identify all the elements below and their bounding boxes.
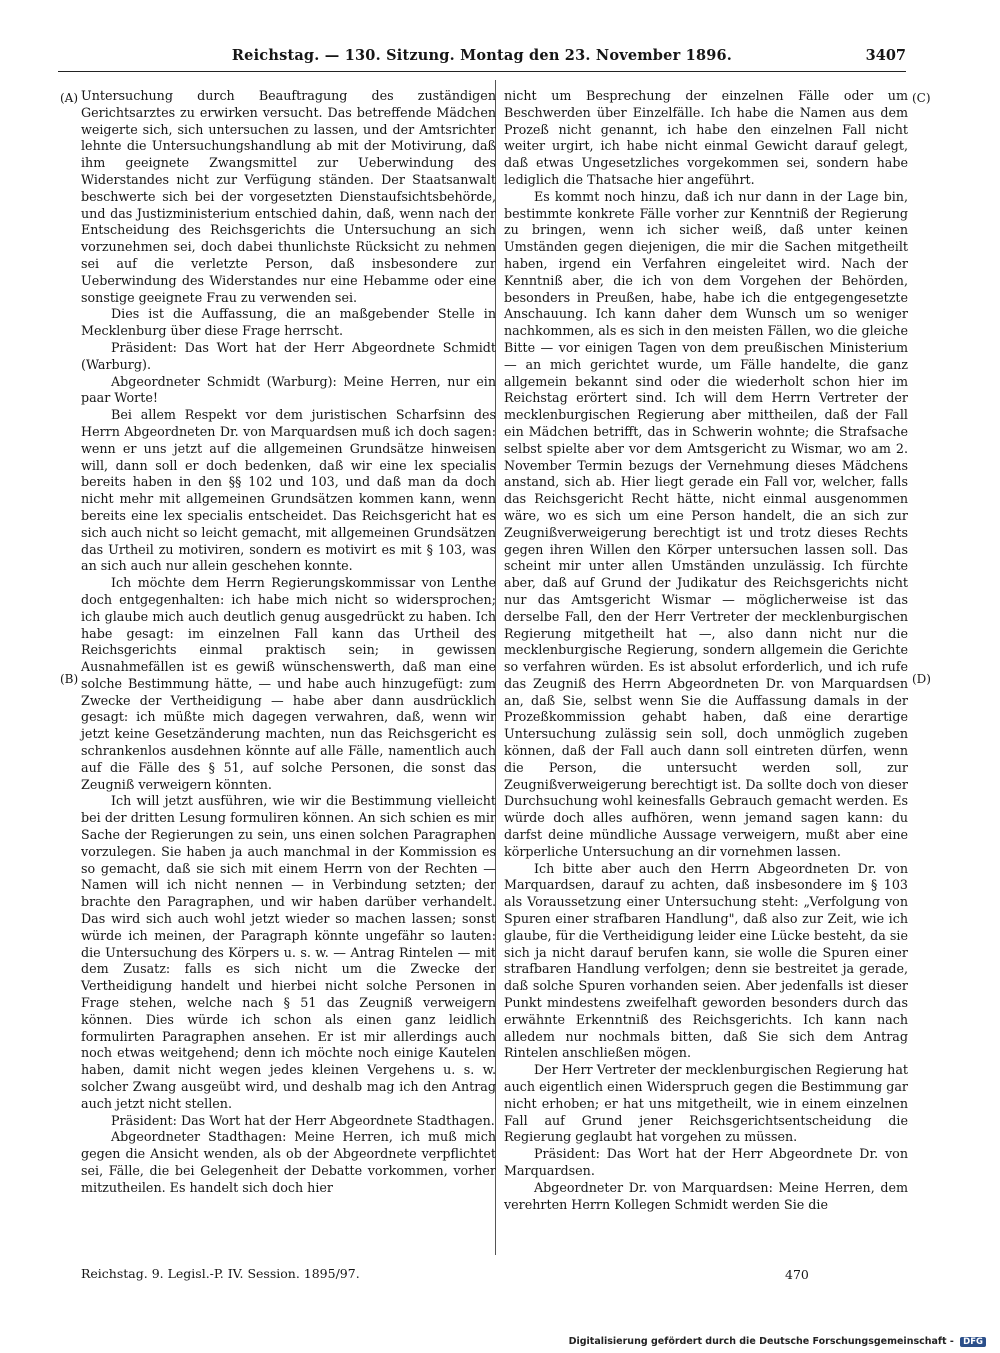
left-column: [81, 88, 496, 1197]
paragraph: Abgeordneter Stadthagen: Meine Herren, ich muß mich gegen die Ansicht wenden, als ob der Abgeordnete verpflichtet sei, Fälle, die bei Gelegenheit der Debatte vorkommen, vorher mitzutheilen. Es handelt sich doch hier: [81, 1129, 496, 1195]
margin-letter-a: (A): [60, 91, 79, 105]
paragraph: Dies ist die Auffassung, die an maßgebender Stelle in Mecklenburg über diese Frage herrscht.: [81, 306, 496, 339]
paragraph: Bei allem Respekt vor dem juristischen Scharfsinn des Herrn Abgeordneten Dr. von Marquardsen muß ich doch sagen: wenn er uns jetzt auf die allgemeinen Grundsätze hinweisen will, dann soll er doch bedenken, daß wir eine lex specialis bereits haben in den §§ 102 und 103, und daß man da doch nicht mehr mit allgemeinen Grundsätzen kommen kann, wenn bereits eine lex specialis entscheidet. Das Reichsgericht hat es sich auch nicht so leicht gemacht, mit allgemeinen Grundsätzen das Urtheil zu motiviren, sondern es motivirt es mit § 103, was an sich auch nur allein geschehen konnte.: [81, 407, 496, 574]
paragraph: nicht um Besprechung der einzelnen Fälle oder um Beschwerden über Einzelfälle. Ich habe die Namen aus dem Prozeß nicht genannt, ich habe den einzelnen Fall nicht weiter urgirt, ich habe nicht einmal Gewicht darauf gelegt, daß etwas Ungesetzliches vorgekommen sei, sondern habe lediglich die Thatsache hier angeführt.: [504, 88, 908, 187]
credit-text: Digitalisierung gefördert durch die Deutsche Forschungsgemeinschaft -: [568, 1336, 954, 1347]
dfg-logo-icon: DFG: [960, 1337, 986, 1347]
paragraph: Abgeordneter Dr. von Marquardsen: Meine Herren, dem verehrten Herrn Kollegen Schmidt werden Sie die: [504, 1179, 908, 1212]
right-column: [504, 88, 908, 1213]
paragraph: Abgeordneter Schmidt (Warburg): Meine Herren, nur ein paar Worte!: [81, 373, 496, 406]
paragraph: Der Herr Vertreter der mecklenburgischen Regierung hat auch eigentlich einen Widerspruch gegen die Bestimmung gar nicht erhoben; er hat uns mitgetheilt, wie in einem einzelnen Fall auf Grund jener Reichsgerichtsentscheidung die Regierung geglaubt hat vorgehen zu müssen.: [504, 1062, 908, 1145]
paragraph: Präsident: Das Wort hat der Herr Abgeordnete Schmidt (Warburg).: [81, 339, 496, 372]
paragraph: Ich möchte dem Herrn Regierungskommissar von Lenthe doch entgegenhalten: ich habe mich nicht so widersprochen; ich glaube mich auch deutlich genug ausgedrückt zu haben. Ich habe gesagt: im einzelnen Fall kann das Urtheil des Reichsgerichts einmal praktisch sein; in gewissen Ausnahmefällen ist es gewiß wünschenswerth, daß man eine solche Bestimmung hätte, — und habe auch hinzugefügt: zum Zwecke der Vertheidigung — habe aber dann ausdrücklich gesagt: ich müßte mich dagegen verwahren, daß, wenn wir jetzt keine Gesetzänderung machten, nun das Reichsgericht es schrankenlos ausdehnen könnte auf alle Fälle, namentlich auch auf die Fälle des § 51, auf solche Personen, die sonst das Zeugniß verweigern könnten.: [81, 575, 496, 792]
digitization-credit: [569, 1336, 986, 1347]
margin-letter-c: (C): [912, 91, 931, 105]
paragraph: Präsident: Das Wort hat der Herr Abgeordnete Dr. von Marquardsen.: [504, 1146, 908, 1178]
page-number: 3407: [865, 47, 906, 64]
paragraph: Es kommt noch hinzu, daß ich nur dann in der Lage bin, bestimmte konkrete Fälle vorher zur Kenntniß der Regierung zu bringen, wenn ich sicher weiß, daß unter keinen Umständen gegen diejenigen, die mir die Sachen mitgetheilt haben, irgend ein Verfahren eingeleitet wird. Nach der Kenntniß aber, die ich von dem Vorgehen der Behörden, besonders in Preußen, habe, habe ich die entgegengesetzte Anschauung. Ich kann daher dem Wunsch um so weniger nachkommen, als es sich in den meisten Fällen, wo die gleiche Bitte — vor einigen Tagen von dem preußischen Ministerium — an mich gerichtet wurde, um Fälle handelte, die ganz allgemein bekannt sind oder die wiederholt schon hier im Reichstag erörtert sind. Ich will dem Herrn Vertreter der mecklenburgischen Regierung aber mittheilen, daß der Fall ein Mädchen betrifft, das in Schwerin wohnte; die Strafsache selbst spielte aber vor dem Amtsgericht zu Wismar, wo am 2. November Termin bezugs der Vernehmung dieses Mädchens anstand, sich ab. Hier liegt gerade ein Fall vor, welcher, falls das Reichsgericht Recht hätte, nicht einmal ausgenommen wäre, wo es sich um eine Person handelt, die an sich zur Zeugnißverweigerung berechtigt ist und trotz dieses Rechts gegen ihren Willen den Körper untersuchen lassen soll. Das scheint mir unter allen Umständen unzulässig. Ich fürchte aber, daß auf Grund der Judikatur des Reichsgerichts nicht nur das Amtsgericht Wismar — möglicherweise ist das derselbe Fall, den der Herr Vertreter der mecklenburgischen Regierung mitgetheilt hat —, also dann nicht nur die mecklenburgische Regierung, sondern allgemein die Gerichte so verfahren würden. Es ist absolut erforderlich, und ich rufe das Zeugniß des Herrn Abgeordneten Dr. von Marquardsen an, daß Sie, selbst wenn Sie die Auffassung damals in der Prozeßkommission gehabt haben, daß eine derartige Untersuchung zulässig sein soll, doch unmöglich zugeben können, daß der Fall auch dann soll eintreten dürfen, wenn die Person, die untersucht werden soll, zur Zeugnißverweigerung berechtigt ist. Da sollte doch von dieser Durchsuchung wohl keinesfalls Gebrauch gemacht werden. Es würde doch alles aufhören, wenn jemand sagen kann: du darfst deine mündliche Aussage verweigern, mußt aber eine körperliche Untersuchung an dir vornehmen lassen.: [504, 188, 908, 859]
paragraph: Präsident: Das Wort hat der Herr Abgeordnete Stadthagen.: [111, 1112, 495, 1128]
page-header: [58, 47, 906, 72]
margin-letter-b: (B): [60, 672, 79, 686]
margin-letter-d: (D): [912, 672, 931, 686]
footer-note: Reichstag. 9. Legisl.-P. IV. Session. 1895/97.: [81, 1266, 360, 1281]
paragraph: Ich will jetzt ausführen, wie wir die Bestimmung vielleicht bei der dritten Lesung formuliren können. An sich schien es mir Sache der Regierungen zu sein, uns einen solchen Paragraphen vorzulegen. Sie haben ja auch manchmal in der Kommission es so gemacht, daß sie sich mit einem Herrn von der Rechten — Namen will ich nicht nennen — in Verbindung setzten; der brachte den Paragraphen, und wir haben darüber verhandelt. Das wird sich auch wohl jetzt wieder so machen lassen; sonst würde ich meinen, der Paragraph könnte ungefähr so lauten: die Untersuchung des Körpers u. s. w. — Antrag Rintelen — mit dem Zusatz: falls es sich nicht um die Zwecke der Vertheidigung handelt und hierbei nicht solche Personen in Frage stehen, welche nach § 51 das Zeugniß verweigern können. Dies würde ich schon als einen ganz leidlich formulirten Paragraphen ansehen. Er ist mir allerdings auch noch etwas weitgehend; denn ich möchte noch einige Kautelen haben, damit nicht wegen jedes kleinen Vergehens u. s. w. solcher Zwang ausgeübt wird, und deshalb mag ich den Antrag auch jetzt nicht stellen.: [81, 793, 496, 1111]
paragraph: Untersuchung durch Beauftragung des zuständigen Gerichtsarztes zu erwirken versucht. Das betreffende Mädchen weigerte sich, sich untersuchen zu lassen, und der Amtsrichter lehnte die Untersuchungshandlung ab mit der Motivirung, daß ihm geeignete Zwangsmittel zur Ueberwindung des Widerstandes nicht zur Verfügung ständen. Der Staatsanwalt beschwerte sich bei der vorgesetzten Dienstaufsichtsbehörde, und das Justizministerium entschied dahin, daß, wenn nach der Entscheidung des Reichsgerichts die Untersuchung an sich vorzunehmen sei, doch dabei thunlichste Rücksicht zu nehmen sei auf die verletzte Person, daß insbesondere zur Ueberwindung des Widerstandes nur eine Hebamme oder eine sonstige geeignete Frau zu verwenden sei.: [81, 88, 496, 305]
paragraph: Ich bitte aber auch den Herrn Abgeordneten Dr. von Marquardsen, darauf zu achten, daß insbesondere im § 103 als Voraussetzung einer Untersuchung steht: „Verfolgung von Spuren einer strafbaren Handlung", daß also zur Zeit, wie ich glaube, für die Vertheidigung leider eine Lücke besteht, da sie sich ja nicht darauf berufen kann, sie wolle die Spuren einer strafbaren Handlung verfolgen; denn sie bestreitet ja gerade, daß solche Spuren vorhanden seien. Aber jedenfalls ist dieser Punkt mindestens zweifelhaft geworden besonders durch das erwähnte Erkenntniß des Reichsgerichts. Ich kann nach alledem nur nochmals bitten, daß Sie sich dem Antrag Rintelen anschließen mögen.: [504, 860, 908, 1061]
sheet-number: 470: [785, 1267, 809, 1282]
running-head: Reichstag. — 130. Sitzung. Montag den 23. November 1896.: [231, 47, 733, 64]
